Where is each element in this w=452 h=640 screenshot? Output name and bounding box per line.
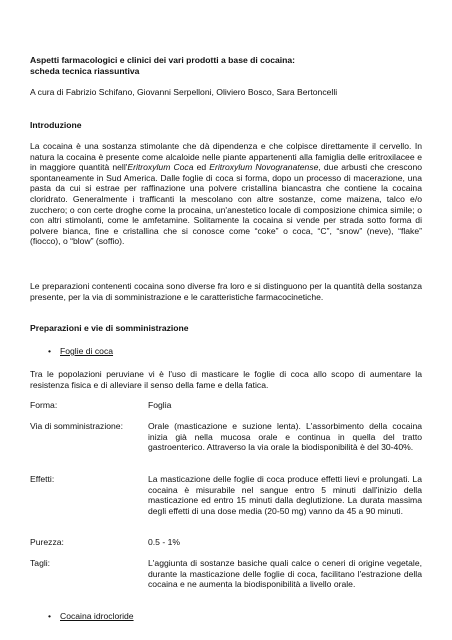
- species-name-2: Eritroxylum Novogranatense: [209, 162, 319, 173]
- leaves-paragraph: Tra le popolazioni peruviane vi è l'uso di masticare le foglie di coca allo scopo di aumentare la resistenza fisica e di alleviare il senso della fame e della fatica.: [30, 369, 422, 390]
- preparations-heading: Preparazioni e vie di somministrazione: [30, 323, 189, 333]
- bullet-icon: •: [48, 611, 52, 621]
- bullet-icon: •: [48, 346, 52, 356]
- intro-paragraph-1: [30, 141, 422, 247]
- bullet-idrocloride-label: Cocaina idrocloride: [60, 611, 134, 621]
- row-value: La masticazione delle foglie di coca produce effetti lievi e prolungati. La cocaina è misurabile nel sangue entro 5 minuti dall'inizio della masticazione ed entro 15 minuti dalla deglutizione. La durata massima degli effetti di una dose media (20-50 mg) vanno da 45 a 90 minuti.: [148, 474, 422, 516]
- row-label: Via di somministrazione:: [30, 421, 123, 431]
- row-label: Effetti:: [30, 474, 55, 484]
- bullet-item-idrocloride: [48, 611, 134, 622]
- row-label: Purezza:: [30, 537, 64, 547]
- bullet-foglie-label: Foglie di coca: [60, 346, 114, 356]
- row-value: Orale (masticazione e suzione lenta). L'assorbimento della cocaina inizia già nella mucosa orale e continua in quella del tratto gastroenterico. Attraverso la via orale la biodisponibilità è del 30-40%.: [148, 421, 422, 453]
- intro-text-b: , due arbusti che crescono spontaneamente in Sud America. Dalle foglie di coca si forma, dopo un processo di macerazione, una pasta da cui si estrae per raffinazione una polvere cristallina biancastra che contiene la cocaina cloridrato. Generalmente i trafficanti la mescolano con altre sostanze, come maizena, talco e/o zucchero; o con certe droghe come la procaina, un'anestetico locale di composizione chimica simile; o con altri stimolanti, come le amfetamine. Solitamente la cocaina si vende per strada sotto forma di polvere bianca, fine e cristallina che si conosce come “coke” o coca, “C”, “snow” (neve), “flake” (fiocco), o “blow” (soffio).: [30, 162, 423, 247]
- row-label: Tagli:: [30, 558, 51, 568]
- title-line-2: scheda tecnica riassuntiva: [30, 65, 140, 76]
- row-value: 0.5 - 1%: [148, 537, 181, 547]
- bullet-item-foglie: [48, 346, 114, 357]
- document-title: [30, 55, 422, 76]
- authors-line: A cura di Fabrizio Schifano, Giovanni Serpelloni, Oliviero Bosco, Sara Bertoncelli: [30, 87, 338, 97]
- row-value: L'aggiunta di sostanze basiche quali calce o ceneri di origine vegetale, durante la masticazione delle foglie di coca, facilitano l'estrazione della cocaina e ne aumenta la biodisponibilità a livello orale.: [148, 558, 422, 590]
- intro-heading: Introduzione: [30, 120, 82, 130]
- species-name-1: Eritroxylum Coca: [127, 162, 194, 173]
- intro-text-mid: ed: [193, 162, 210, 173]
- row-value: Foglia: [148, 400, 172, 410]
- row-label: Forma:: [30, 400, 58, 410]
- intro-paragraph-2: Le preparazioni contenenti cocaina sono diverse fra loro e si distinguono per la quantità della sostanza presente, per la via di somministrazione e le caratteristiche farmacocinetiche.: [30, 281, 422, 302]
- intro-text-a: La cocaina è una sostanza stimolante che dà dipendenza e che colpisce direttamente il cervello. In natura la cocaina è presente come alcaloide nelle piante appartenenti alla famiglia delle eritroxilacee e in maggiore quantità nell': [30, 141, 422, 173]
- title-line-1: Aspetti farmacologici e clinici dei vari prodotti a base di cocaina:: [30, 55, 296, 65]
